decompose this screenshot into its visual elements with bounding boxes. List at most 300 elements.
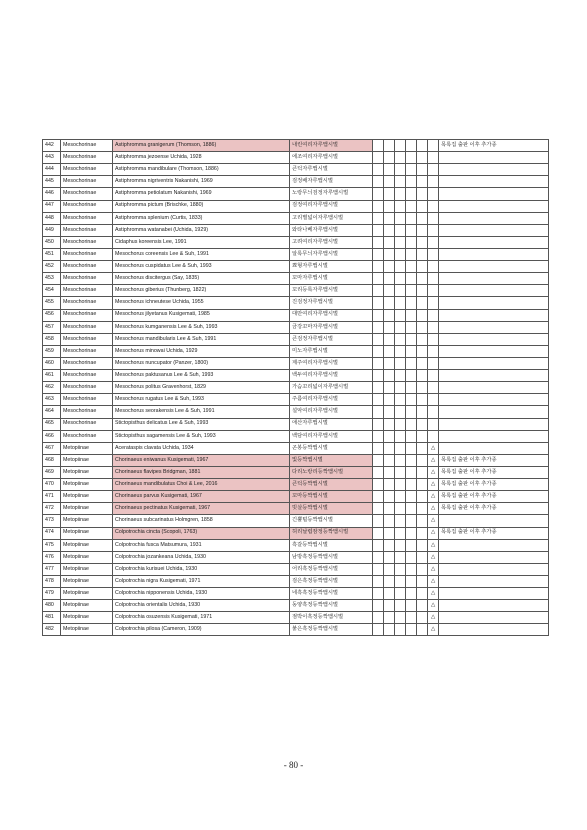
subfamily-cell: Mesochorinae — [61, 394, 113, 406]
subfamily-cell: Mesochorinae — [61, 309, 113, 321]
empty-cell — [373, 236, 384, 248]
empty-cell — [417, 285, 428, 297]
empty-cell — [395, 333, 406, 345]
empty-cell — [406, 236, 417, 248]
empty-cell — [373, 479, 384, 491]
empty-cell — [395, 164, 406, 176]
korean-name-cell: 고려여리자루맵시벌 — [290, 236, 373, 248]
scientific-name-cell: Astiphromma watanabei (Uchida, 1929) — [113, 224, 290, 236]
empty-cell — [417, 503, 428, 515]
empty-cell — [395, 503, 406, 515]
subfamily-cell: Metopiinae — [61, 563, 113, 575]
empty-cell — [373, 406, 384, 418]
korean-name-cell: 빛등짝맵시벌 — [290, 454, 373, 466]
empty-cell — [406, 333, 417, 345]
empty-cell — [384, 285, 395, 297]
scientific-name-cell: Colpotrochia osuzensis Kusigemati, 1971 — [113, 612, 290, 624]
note-cell — [439, 394, 549, 406]
empty-cell — [373, 588, 384, 600]
empty-cell — [395, 212, 406, 224]
empty-cell — [373, 297, 384, 309]
empty-cell — [384, 454, 395, 466]
mark-cell — [428, 200, 439, 212]
empty-cell — [417, 539, 428, 551]
empty-cell — [395, 394, 406, 406]
empty-cell — [406, 370, 417, 382]
mark-cell: △ — [428, 600, 439, 612]
row-number-cell: 482 — [43, 624, 61, 636]
empty-cell — [384, 248, 395, 260]
table-row — [43, 152, 549, 164]
empty-cell — [417, 140, 428, 152]
note-cell — [439, 273, 549, 285]
note-cell — [439, 624, 549, 636]
subfamily-cell: Mesochorinae — [61, 212, 113, 224]
subfamily-cell: Metopiinae — [61, 575, 113, 587]
note-cell — [439, 248, 549, 260]
korean-name-cell: 점박이흑정등짝맵시벌 — [290, 612, 373, 624]
empty-cell — [406, 152, 417, 164]
row-number-cell: 453 — [43, 273, 61, 285]
note-cell: 목록집 출판 이후 추가종 — [439, 454, 549, 466]
subfamily-cell: Mesochorinae — [61, 140, 113, 152]
mark-cell: △ — [428, 539, 439, 551]
scientific-name-cell: Mesochorus giberius (Thunberg, 1822) — [113, 285, 290, 297]
subfamily-cell: Mesochorinae — [61, 345, 113, 357]
korean-name-cell: 노랑무늬검정자루맵시벌 — [290, 188, 373, 200]
scientific-name-cell: Colpotrochia kurisuei Uchida, 1930 — [113, 563, 290, 575]
mark-cell: △ — [428, 442, 439, 454]
korean-name-cell: 다리노랑리등짝맵시벌 — [290, 466, 373, 478]
subfamily-cell: Mesochorinae — [61, 224, 113, 236]
mark-cell — [428, 176, 439, 188]
note-cell — [439, 442, 549, 454]
table-row — [43, 551, 549, 563]
table-row — [43, 212, 549, 224]
note-cell — [439, 600, 549, 612]
scientific-name-cell: Mesochorus rugatus Lee & Suh, 1993 — [113, 394, 290, 406]
row-number-cell: 467 — [43, 442, 61, 454]
empty-cell — [395, 479, 406, 491]
row-number-cell: 444 — [43, 164, 61, 176]
empty-cell — [406, 285, 417, 297]
row-number-cell: 475 — [43, 539, 61, 551]
empty-cell — [384, 503, 395, 515]
empty-cell — [384, 600, 395, 612]
empty-cell — [417, 612, 428, 624]
empty-cell — [417, 200, 428, 212]
empty-cell — [395, 297, 406, 309]
empty-cell — [395, 430, 406, 442]
row-number-cell: 463 — [43, 394, 61, 406]
mark-cell: △ — [428, 479, 439, 491]
table-row — [43, 563, 549, 575]
scientific-name-cell: Astiphromma granigerum (Thomson, 1886) — [113, 140, 290, 152]
empty-cell — [373, 491, 384, 503]
empty-cell — [395, 321, 406, 333]
empty-cell — [395, 224, 406, 236]
empty-cell — [406, 406, 417, 418]
korean-name-cell: 금강꼬마자루맵시벌 — [290, 321, 373, 333]
note-cell — [439, 261, 549, 273]
mark-cell: △ — [428, 527, 439, 539]
empty-cell — [384, 224, 395, 236]
empty-cell — [395, 236, 406, 248]
subfamily-cell: Mesochorinae — [61, 273, 113, 285]
empty-cell — [395, 624, 406, 636]
empty-cell — [373, 551, 384, 563]
empty-cell — [384, 152, 395, 164]
row-number-cell: 446 — [43, 188, 61, 200]
mark-cell: △ — [428, 588, 439, 600]
scientific-name-cell: Chorinaeus pectinatus Kusigemati, 1967 — [113, 503, 290, 515]
empty-cell — [417, 527, 428, 539]
empty-cell — [384, 563, 395, 575]
korean-name-cell: 꼬리등록자루맵시벌 — [290, 285, 373, 297]
korean-name-cell: 가슴꼬리넓이자루맵시벌 — [290, 382, 373, 394]
empty-cell — [417, 382, 428, 394]
empty-cell — [417, 600, 428, 612]
empty-cell — [417, 588, 428, 600]
table-row — [43, 491, 549, 503]
subfamily-cell: Mesochorinae — [61, 370, 113, 382]
empty-cell — [406, 200, 417, 212]
mark-cell: △ — [428, 454, 439, 466]
empty-cell — [417, 357, 428, 369]
scientific-name-cell: Chorinaeus subcarinatus Holmgren, 1858 — [113, 515, 290, 527]
table-row — [43, 600, 549, 612]
empty-cell — [373, 418, 384, 430]
empty-cell — [373, 357, 384, 369]
row-number-cell: 477 — [43, 563, 61, 575]
empty-cell — [395, 551, 406, 563]
scientific-name-cell: Colpotrochia jozankeana Uchida, 1930 — [113, 551, 290, 563]
scientific-name-cell: Chorinaeus flavipes Bridgman, 1881 — [113, 466, 290, 478]
empty-cell — [395, 491, 406, 503]
empty-cell — [384, 612, 395, 624]
mark-cell — [428, 212, 439, 224]
table-row — [43, 515, 549, 527]
mark-cell — [428, 321, 439, 333]
empty-cell — [406, 527, 417, 539]
mark-cell — [428, 188, 439, 200]
empty-cell — [384, 273, 395, 285]
empty-cell — [395, 563, 406, 575]
empty-cell — [406, 309, 417, 321]
empty-cell — [417, 466, 428, 478]
subfamily-cell: Mesochorinae — [61, 188, 113, 200]
empty-cell — [406, 515, 417, 527]
empty-cell — [395, 515, 406, 527]
korean-name-cell: 검은흑정등짝맵시벌 — [290, 575, 373, 587]
scientific-name-cell: Chorinaeus mandibulatus Choi & Lee, 2016 — [113, 479, 290, 491]
mark-cell — [428, 285, 439, 297]
korean-name-cell: 허리날렵잠정등짝맵시벌 — [290, 527, 373, 539]
empty-cell — [395, 285, 406, 297]
empty-cell — [406, 212, 417, 224]
empty-cell — [395, 442, 406, 454]
table-row — [43, 140, 549, 152]
table-row — [43, 539, 549, 551]
empty-cell — [406, 430, 417, 442]
note-cell — [439, 588, 549, 600]
korean-name-cell: 네흑흑정등짝맵시벌 — [290, 588, 373, 600]
note-cell — [439, 188, 549, 200]
scientific-name-cell: Colpotrochia orientalis Uchida, 1930 — [113, 600, 290, 612]
subfamily-cell: Metopiinae — [61, 479, 113, 491]
korean-name-cell: 에조여리자루맵시벌 — [290, 152, 373, 164]
table-row — [43, 466, 549, 478]
empty-cell — [395, 466, 406, 478]
empty-cell — [384, 236, 395, 248]
scientific-name-cell: Stictopisthus sagamensis Lee & Suh, 1993 — [113, 430, 290, 442]
mark-cell — [428, 430, 439, 442]
empty-cell — [384, 588, 395, 600]
empty-cell — [384, 309, 395, 321]
scientific-name-cell: Astiphromma jezoense Uchida, 1928 — [113, 152, 290, 164]
subfamily-cell: Mesochorinae — [61, 430, 113, 442]
empty-cell — [373, 454, 384, 466]
empty-cell — [384, 357, 395, 369]
subfamily-cell: Metopiinae — [61, 442, 113, 454]
row-number-cell: 448 — [43, 212, 61, 224]
empty-cell — [373, 612, 384, 624]
table-row — [43, 575, 549, 587]
empty-cell — [406, 261, 417, 273]
note-cell — [439, 152, 549, 164]
empty-cell — [373, 248, 384, 260]
korean-name-cell: 검정배자루맵시벌 — [290, 176, 373, 188]
korean-name-cell: 뾰형자루맵시벌 — [290, 261, 373, 273]
korean-name-cell: 동양흑정등짝맵시벌 — [290, 600, 373, 612]
note-cell: 목록집 출판 이후 추가종 — [439, 479, 549, 491]
row-number-cell: 454 — [43, 285, 61, 297]
row-number-cell: 459 — [43, 345, 61, 357]
empty-cell — [373, 273, 384, 285]
table-row — [43, 188, 549, 200]
empty-cell — [373, 600, 384, 612]
subfamily-cell: Mesochorinae — [61, 382, 113, 394]
mark-cell — [428, 394, 439, 406]
empty-cell — [384, 188, 395, 200]
row-number-cell: 481 — [43, 612, 61, 624]
row-number-cell: 471 — [43, 491, 61, 503]
empty-cell — [373, 140, 384, 152]
empty-cell — [384, 345, 395, 357]
mark-cell — [428, 261, 439, 273]
empty-cell — [373, 527, 384, 539]
subfamily-cell: Metopiinae — [61, 527, 113, 539]
note-cell — [439, 224, 549, 236]
scientific-name-cell: Mesochorus kumganensis Lee & Suh, 1993 — [113, 321, 290, 333]
empty-cell — [406, 539, 417, 551]
subfamily-cell: Metopiinae — [61, 612, 113, 624]
korean-name-cell: 검정여리자루맵시벌 — [290, 200, 373, 212]
table-row — [43, 588, 549, 600]
subfamily-cell: Metopiinae — [61, 539, 113, 551]
row-number-cell: 469 — [43, 466, 61, 478]
korean-name-cell: 와타나베자루맵시벌 — [290, 224, 373, 236]
empty-cell — [417, 515, 428, 527]
scientific-name-cell: Astiphromma splenium (Curtis, 1833) — [113, 212, 290, 224]
table-row — [43, 430, 549, 442]
empty-cell — [417, 454, 428, 466]
korean-name-cell: 애산자루맵시벌 — [290, 418, 373, 430]
row-number-cell: 457 — [43, 321, 61, 333]
empty-cell — [406, 466, 417, 478]
empty-cell — [395, 176, 406, 188]
scientific-name-cell: Colpotrochia cincta (Scopoli, 1763) — [113, 527, 290, 539]
row-number-cell: 479 — [43, 588, 61, 600]
mark-cell: △ — [428, 466, 439, 478]
empty-cell — [417, 248, 428, 260]
empty-cell — [417, 273, 428, 285]
subfamily-cell: Mesochorinae — [61, 200, 113, 212]
note-cell — [439, 345, 549, 357]
empty-cell — [373, 394, 384, 406]
species-table — [42, 139, 549, 636]
empty-cell — [406, 357, 417, 369]
row-number-cell: 465 — [43, 418, 61, 430]
empty-cell — [417, 430, 428, 442]
empty-cell — [406, 503, 417, 515]
empty-cell — [417, 188, 428, 200]
row-number-cell: 456 — [43, 309, 61, 321]
korean-name-cell: 백담여리자루맵시벌 — [290, 430, 373, 442]
korean-name-cell: 주름여리자루맵시벌 — [290, 394, 373, 406]
scientific-name-cell: Colpotrochia fusca Matsumura, 1931 — [113, 539, 290, 551]
empty-cell — [384, 261, 395, 273]
empty-cell — [373, 624, 384, 636]
note-cell — [439, 357, 549, 369]
scientific-name-cell: Astiphromma nigriventris Nakanishi, 1969 — [113, 176, 290, 188]
korean-name-cell: 설악여리자루맵시벌 — [290, 406, 373, 418]
note-cell — [439, 164, 549, 176]
empty-cell — [395, 600, 406, 612]
empty-cell — [373, 164, 384, 176]
note-cell — [439, 285, 549, 297]
scientific-name-cell: Acerataspis clavata Uchida, 1934 — [113, 442, 290, 454]
row-number-cell: 462 — [43, 382, 61, 394]
empty-cell — [384, 382, 395, 394]
empty-cell — [384, 200, 395, 212]
subfamily-cell: Mesochorinae — [61, 164, 113, 176]
empty-cell — [395, 588, 406, 600]
empty-cell — [395, 527, 406, 539]
empty-cell — [373, 430, 384, 442]
table-row — [43, 164, 549, 176]
empty-cell — [373, 321, 384, 333]
mark-cell — [428, 236, 439, 248]
korean-name-cell: 내린여리자루맵시벌 — [290, 140, 373, 152]
subfamily-cell: Metopiinae — [61, 624, 113, 636]
mark-cell: △ — [428, 563, 439, 575]
row-number-cell: 464 — [43, 406, 61, 418]
empty-cell — [373, 200, 384, 212]
subfamily-cell: Mesochorinae — [61, 418, 113, 430]
empty-cell — [406, 575, 417, 587]
mark-cell — [428, 224, 439, 236]
scientific-name-cell: Mesochorus mandibularis Lee & Suh, 1991 — [113, 333, 290, 345]
note-cell: 목록집 출판 이후 추가종 — [439, 466, 549, 478]
table-row — [43, 309, 549, 321]
scientific-name-cell: Colpotrochia nigra Kusigemati, 1971 — [113, 575, 290, 587]
korean-name-cell: 대만여리자루맵시벌 — [290, 309, 373, 321]
empty-cell — [417, 442, 428, 454]
empty-cell — [406, 248, 417, 260]
table-row — [43, 382, 549, 394]
row-number-cell: 470 — [43, 479, 61, 491]
mark-cell — [428, 406, 439, 418]
empty-cell — [373, 309, 384, 321]
mark-cell — [428, 382, 439, 394]
note-cell — [439, 297, 549, 309]
scientific-name-cell: Chorinaeus parvus Kusigemati, 1967 — [113, 491, 290, 503]
page-number: - 80 - — [283, 760, 304, 770]
subfamily-cell: Mesochorinae — [61, 285, 113, 297]
empty-cell — [406, 188, 417, 200]
empty-cell — [384, 164, 395, 176]
empty-cell — [373, 261, 384, 273]
empty-cell — [384, 575, 395, 587]
empty-cell — [406, 600, 417, 612]
empty-cell — [406, 345, 417, 357]
mark-cell: △ — [428, 551, 439, 563]
note-cell — [439, 563, 549, 575]
note-cell — [439, 515, 549, 527]
korean-name-cell: 큰검정자루맵시벌 — [290, 333, 373, 345]
empty-cell — [373, 176, 384, 188]
mark-cell — [428, 357, 439, 369]
table-row — [43, 176, 549, 188]
empty-cell — [384, 370, 395, 382]
note-cell — [439, 418, 549, 430]
empty-cell — [395, 357, 406, 369]
empty-cell — [395, 152, 406, 164]
scientific-name-cell: Mesochorus ichneutese Uchida, 1955 — [113, 297, 290, 309]
scientific-name-cell: Astiphromma petiolatum Nakanishi, 1969 — [113, 188, 290, 200]
note-cell: 목록집 출판 이후 추가종 — [439, 491, 549, 503]
empty-cell — [384, 551, 395, 563]
mark-cell — [428, 273, 439, 285]
note-cell — [439, 321, 549, 333]
note-cell: 목록집 출판 이후 추가종 — [439, 140, 549, 152]
row-number-cell: 458 — [43, 333, 61, 345]
empty-cell — [417, 297, 428, 309]
korean-name-cell: 미노자루맵시벌 — [290, 345, 373, 357]
scientific-name-cell: Mesochorus nuncupator (Panzer, 1800) — [113, 357, 290, 369]
empty-cell — [395, 345, 406, 357]
empty-cell — [373, 503, 384, 515]
scientific-name-cell: Stictopisthus delicatus Lee & Suh, 1993 — [113, 418, 290, 430]
empty-cell — [384, 297, 395, 309]
empty-cell — [373, 212, 384, 224]
empty-cell — [384, 321, 395, 333]
subfamily-cell: Metopiinae — [61, 454, 113, 466]
note-cell — [439, 551, 549, 563]
note-cell — [439, 236, 549, 248]
empty-cell — [417, 394, 428, 406]
empty-cell — [373, 333, 384, 345]
empty-cell — [406, 273, 417, 285]
empty-cell — [406, 588, 417, 600]
empty-cell — [373, 285, 384, 297]
scientific-name-cell: Colpotrochia pilosa (Cameron, 1909) — [113, 624, 290, 636]
scientific-name-cell: Mesochorus cuspidatus Lee & Suh, 1993 — [113, 261, 290, 273]
subfamily-cell: Mesochorinae — [61, 236, 113, 248]
empty-cell — [417, 176, 428, 188]
note-cell — [439, 575, 549, 587]
